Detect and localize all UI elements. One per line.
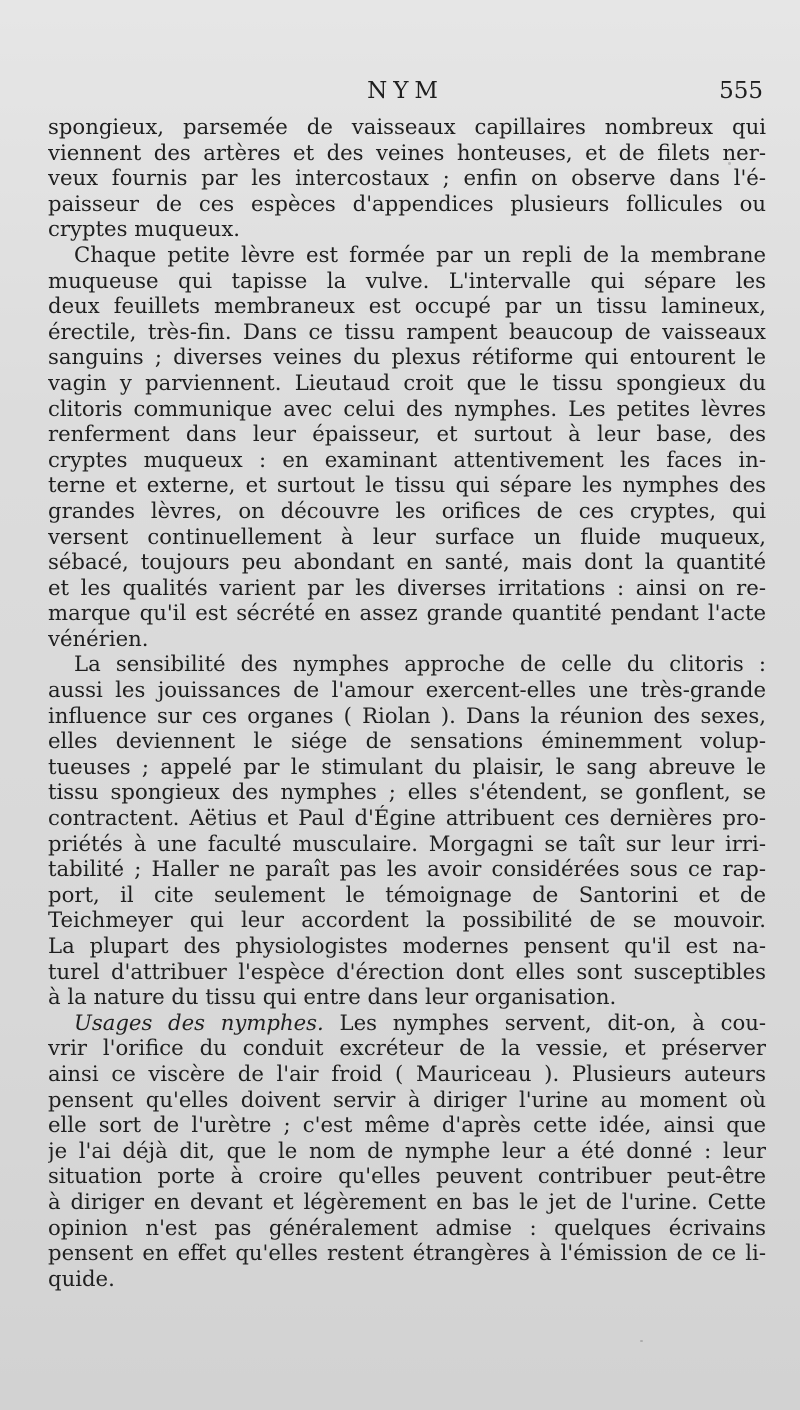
paper-speck bbox=[372, 208, 374, 210]
text-line: pensent en effet qu'elles restent étrangères à l'émission de ce li- bbox=[48, 1240, 766, 1266]
text-line: elles deviennent le siége de sensations éminemment volup- bbox=[48, 728, 766, 754]
text-line: quide. bbox=[48, 1265, 115, 1291]
text-line: grandes lèvres, on découvre les orifices de ces cryptes, qui bbox=[48, 497, 766, 523]
section-heading: Usages des nymphes. bbox=[74, 1009, 324, 1035]
text-line: vrir l'orifice du conduit excréteur de la vessie, et préserver bbox=[48, 1035, 766, 1061]
text-line: contractent. Aëtius et Paul d'Égine attribuent ces dernières pro- bbox=[48, 805, 766, 831]
text-line: marque qu'il est sécrété en assez grande quantité pendant l'acte bbox=[48, 600, 766, 626]
text-line: versent continuellement à leur surface un fluide muqueux, bbox=[48, 523, 766, 549]
text-line: érectile, très-fin. Dans ce tissu rampent beaucoup de vaisseaux bbox=[48, 318, 766, 344]
text-line: terne et externe, et surtout le tissu qui sépare les nymphes des bbox=[48, 472, 766, 498]
text-line: vagin y parviennent. Lieutaud croit que le tissu spongieux du bbox=[48, 369, 766, 395]
page-header bbox=[48, 74, 763, 114]
text-line: situation porte à croire qu'elles peuvent contribuer peut-être bbox=[48, 1163, 766, 1189]
text-line: priétés à une faculté musculaire. Morgagni se taît sur leur irri- bbox=[48, 830, 766, 856]
body-text bbox=[48, 114, 766, 1309]
running-head: NYM bbox=[367, 78, 444, 104]
text-line: veux fournis par les intercostaux ; enfin on observe dans l'é- bbox=[48, 165, 766, 191]
text-line: renferment dans leur épaisseur, et surtout à leur base, des bbox=[48, 421, 766, 447]
paragraph-start-line: La sensibilité des nymphes approche de celle du clitoris : bbox=[74, 651, 766, 677]
text-line: vénérien. bbox=[48, 625, 149, 651]
paragraph-start-line: Chaque petite lèvre est formée par un repli de la membrane bbox=[74, 241, 766, 267]
text-line: je l'ai déjà dit, que le nom de nymphe leur a été donné : leur bbox=[48, 1137, 766, 1163]
text-line: cryptes muqueux. bbox=[48, 216, 241, 242]
text-line: muqueuse qui tapisse la vulve. L'intervalle qui sépare les bbox=[48, 267, 766, 293]
text-line: port, il cite seulement le témoignage de Santorini et de bbox=[48, 881, 766, 907]
text-line: sébacé, toujours peu abondant en santé, mais dont la quantité bbox=[48, 549, 766, 575]
page-number: 555 bbox=[719, 78, 763, 104]
text-line: cryptes muqueux : en examinant attentivement les faces in- bbox=[48, 446, 766, 472]
text-line: tissu spongieux des nymphes ; elles s'étendent, se gonflent, se bbox=[48, 779, 766, 805]
text-line: elle sort de l'urètre ; c'est même d'après cette idée, ainsi que bbox=[48, 1112, 766, 1138]
text-line: viennent des artères et des veines honteuses, et de filets ner- bbox=[48, 139, 766, 165]
text-line: et les qualités varient par les diverses irritations : ainsi on re- bbox=[48, 574, 766, 600]
text-run: Les nymphes servent, dit-on, à cou- bbox=[339, 1009, 766, 1035]
text-line: à la nature du tissu qui entre dans leur organisation. bbox=[48, 984, 617, 1010]
text-line: ainsi ce viscère de l'air froid ( Mauriceau ). Plusieurs auteurs bbox=[48, 1060, 766, 1086]
text-line: turel d'attribuer l'espèce d'érection dont elles sont susceptibles bbox=[48, 958, 766, 984]
text-line: opinion n'est pas généralement admise : quelques écrivains bbox=[48, 1214, 766, 1240]
paper-speck bbox=[640, 1340, 643, 1342]
text-line: clitoris communique avec celui des nymphes. Les petites lèvres bbox=[48, 395, 766, 421]
text-line: La plupart des physiologistes modernes pensent qu'il est na- bbox=[48, 933, 766, 958]
text-line: sanguins ; diverses veines du plexus rétiforme qui entourent le bbox=[48, 344, 766, 370]
text-line: pensent qu'elles doivent servir à diriger l'urine au moment où bbox=[48, 1086, 766, 1112]
paragraph-start-line bbox=[48, 1010, 766, 1036]
text-line: deux feuillets membraneux est occupé par un tissu lamineux, bbox=[48, 293, 766, 319]
text-line: tabilité ; Haller ne paraît pas les avoir considérées sous ce rap- bbox=[48, 856, 766, 882]
text-line: aussi les jouissances de l'amour exercent-elles une très-grande bbox=[48, 677, 766, 703]
paper-speck bbox=[728, 162, 731, 165]
text-line: Teichmeyer qui leur accordent la possibilité de se mouvoir. bbox=[48, 907, 766, 933]
text-line: à diriger en devant et légèrement en bas le jet de l'urine. Cette bbox=[48, 1188, 766, 1214]
text-line: tueuses ; appelé par le stimulant du plaisir, le sang abreuve le bbox=[48, 753, 766, 779]
text-line: influence sur ces organes ( Riolan ). Dans la réunion des sexes, bbox=[48, 702, 766, 728]
text-line: paisseur de ces espèces d'appendices plusieurs follicules ou bbox=[48, 190, 766, 216]
text-line: spongieux, parsemée de vaisseaux capillaires nombreux qui bbox=[48, 114, 766, 139]
